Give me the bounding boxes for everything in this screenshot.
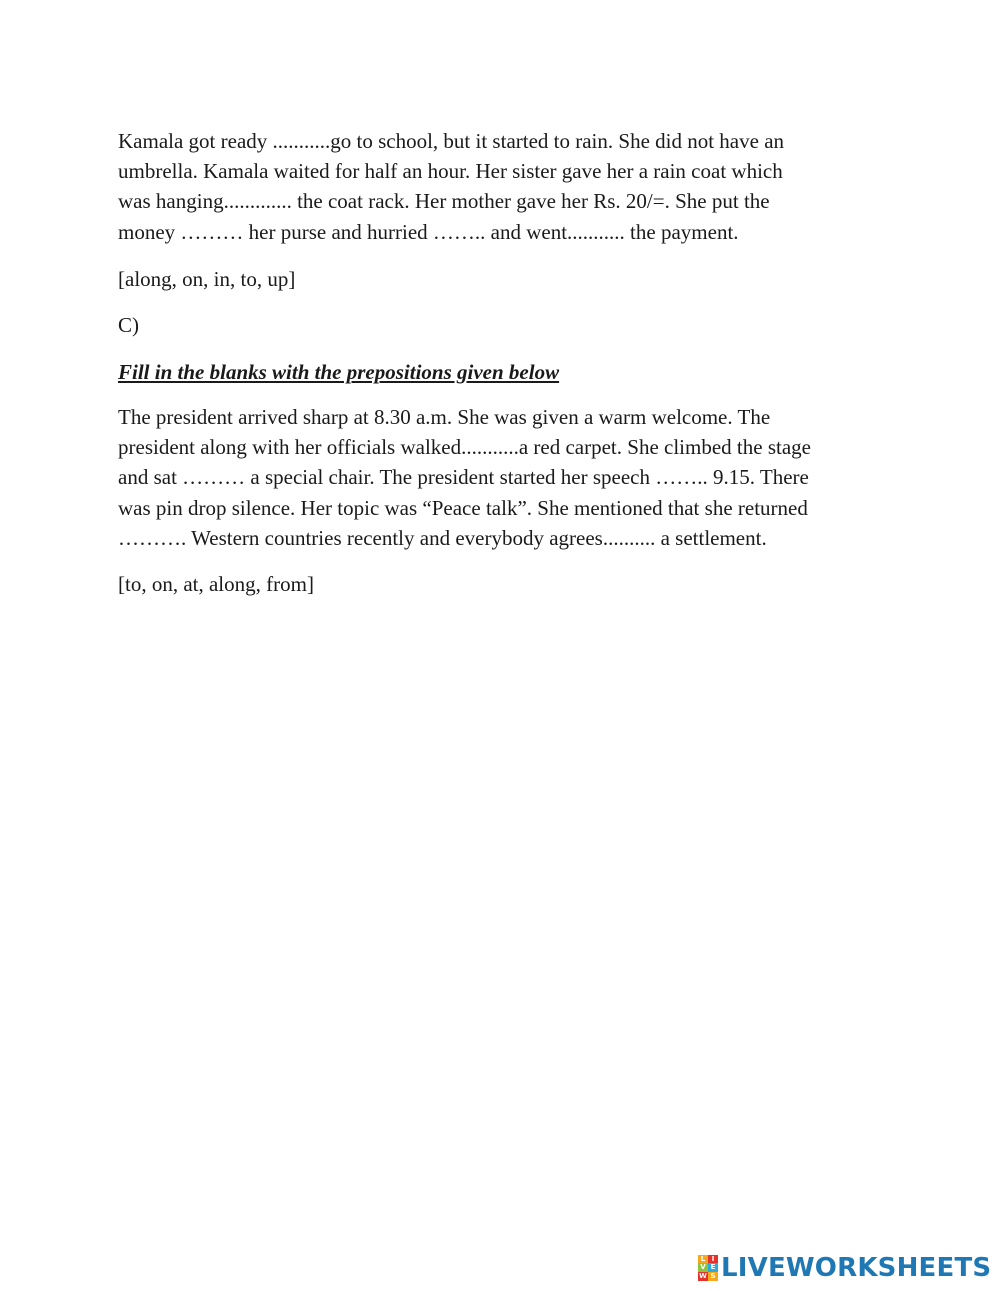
- passage-c-line: The president arrived sharp at 8.30 a.m. She was given a warm welcome. The: [118, 405, 771, 429]
- logo-mark-letter: W: [699, 1272, 707, 1280]
- section-c-heading: Fill in the blanks with the prepositions given below: [118, 360, 560, 384]
- logo-mark-letter: L: [698, 1255, 708, 1263]
- passage-c-line: ………. Western countries recently and everybody agrees.......... a settlement.: [118, 525, 767, 550]
- logo-mark-letter: E: [708, 1263, 718, 1272]
- passage-c: [118, 402, 888, 553]
- logo-mark-letter: S: [708, 1272, 718, 1281]
- passage-b-line: was hanging............. the coat rack. Her mother gave her Rs. 20/=. She put the: [118, 189, 770, 214]
- passage-c-line: and sat ……… a special chair. The president started her speech …….. 9.15. There: [118, 465, 809, 490]
- word-bank-c: [to, on, at, along, from]: [118, 572, 314, 596]
- passage-c-line: president along with her officials walked...........a red carpet. She climbed the stage: [118, 435, 811, 460]
- section-c-label: C): [118, 313, 139, 337]
- passage-b-line: money ……… her purse and hurried …….. and went........... the payment.: [118, 219, 739, 244]
- word-bank-b: [along, on, in, to, up]: [118, 267, 296, 291]
- logo-mark-letter: V: [698, 1263, 708, 1272]
- passage-b: [118, 126, 888, 247]
- passage-b-line: Kamala got ready ...........go to school, but it started to rain. She did not have an: [118, 129, 785, 153]
- logo-mark-icon: [698, 1255, 718, 1281]
- liveworksheets-logo: [698, 1253, 991, 1283]
- logo-text: LIVEWORKSHEETS: [721, 1253, 992, 1283]
- logo-mark-letter: I: [708, 1255, 718, 1263]
- passage-b-line: umbrella. Kamala waited for half an hour. Her sister gave her a rain coat which: [118, 159, 783, 184]
- passage-c-line: was pin drop silence. Her topic was “Peace talk”. She mentioned that she returned: [118, 495, 808, 520]
